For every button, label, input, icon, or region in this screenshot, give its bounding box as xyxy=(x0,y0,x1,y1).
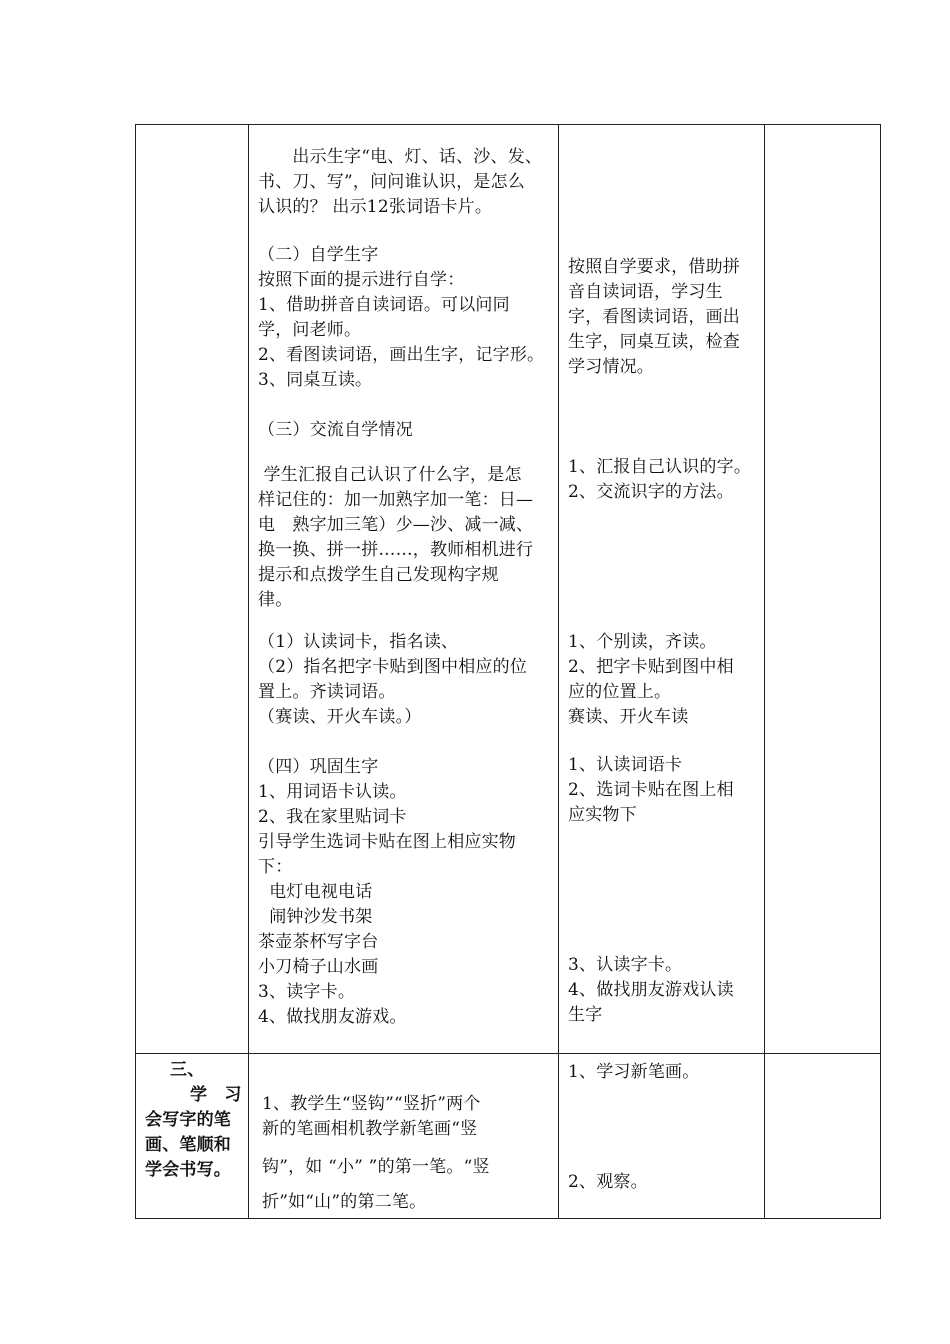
word-list-line: 闹钟沙发书架 xyxy=(258,907,373,927)
row-divider xyxy=(135,1053,881,1054)
title-line: 画、笔顺和 xyxy=(145,1135,231,1155)
text-line: 1、个别读，齐读。 xyxy=(568,632,717,652)
text-line: 律。 xyxy=(258,590,293,610)
text-line: 音自读词语，学习生 xyxy=(568,282,723,302)
section-heading: （三）交流自学情况 xyxy=(258,420,413,440)
text-line: 3、读字卡。 xyxy=(258,982,356,1002)
title-line: 学 习 xyxy=(190,1085,242,1105)
text-line: 应的位置上。 xyxy=(568,682,672,702)
table-right-border xyxy=(880,124,881,1219)
text-line: 钩”，如 “小” ”的第一笔。“竖 xyxy=(262,1157,490,1177)
text-line: 书、刀、写”，问问谁认识，是怎么 xyxy=(258,172,525,192)
text-line: 生字 xyxy=(568,1005,603,1025)
table-left-border xyxy=(135,124,136,1219)
text-line: 1、借助拼音自读词语。可以问同 xyxy=(258,295,510,315)
column-divider-2 xyxy=(558,124,559,1219)
text-line: 提示和点拨学生自己发现构字规 xyxy=(258,565,499,585)
title-line: 学会书写。 xyxy=(145,1160,231,1180)
text-line: 学生汇报自己认识了什么字，是怎 xyxy=(258,465,522,485)
text-line: 折”如“山”的第二笔。 xyxy=(262,1192,427,1212)
text-line: 生字，同桌互读，检查 xyxy=(568,332,740,352)
section-heading: （二）自学生字 xyxy=(258,245,379,265)
text-line: 2、把字卡贴到图中相 xyxy=(568,657,734,677)
text-line: 4、做找朋友游戏认读 xyxy=(568,980,734,1000)
text-line: 赛读、开火车读 xyxy=(568,707,689,727)
section-heading: （四）巩固生字 xyxy=(258,757,379,777)
word-list-line: 茶壶茶杯写字台 xyxy=(258,932,379,952)
text-line: 1、教学生“竖钩”“竖折”两个 xyxy=(262,1094,481,1114)
column-divider-3 xyxy=(764,124,765,1219)
text-line: 1、用词语卡认读。 xyxy=(258,782,407,802)
text-line: 学习情况。 xyxy=(568,357,654,377)
text-line: 1、汇报自己认识的字。 xyxy=(568,457,752,477)
text-line: 2、选词卡贴在图上相 xyxy=(568,780,734,800)
table-bottom-border xyxy=(135,1218,881,1219)
table-top-border xyxy=(135,124,881,125)
title-line: 会写字的笔 xyxy=(145,1110,231,1130)
text-line: 样记住的：加一加熟字加一笔：日— xyxy=(258,490,534,510)
text-line: 电 熟字加三笔）少—沙、减一减、 xyxy=(258,515,534,535)
text-line: 认识的？ 出示12张词语卡片。 xyxy=(258,197,493,217)
text-line: 学，问老师。 xyxy=(258,320,362,340)
column-divider-1 xyxy=(248,124,249,1219)
text-line: （赛读、开火车读。） xyxy=(258,707,422,727)
text-line: 下： xyxy=(258,857,293,877)
text-line: 新的笔画相机教学新笔画“竖 xyxy=(262,1119,478,1139)
text-line: （1）认读词卡，指名读、 xyxy=(258,632,459,652)
text-line: 3、同桌互读。 xyxy=(258,370,373,390)
text-line: 置上。齐读词语。 xyxy=(258,682,396,702)
text-line: 1、学习新笔画。 xyxy=(568,1062,700,1082)
section-number: 三、 xyxy=(170,1060,205,1080)
text-line: 4、做找朋友游戏。 xyxy=(258,1007,407,1027)
text-line: 应实物下 xyxy=(568,805,637,825)
text-line: 按照自学要求，借助拼 xyxy=(568,257,740,277)
word-list-line: 小刀椅子山水画 xyxy=(258,957,379,977)
text-line: 引导学生选词卡贴在图上相应实物 xyxy=(258,832,516,852)
text-line: 2、看图读词语，画出生字，记字形。 xyxy=(258,345,545,365)
word-list-line: 电灯电视电话 xyxy=(258,882,373,902)
text-line: 字，看图读词语，画出 xyxy=(568,307,740,327)
text-line: 3、认读字卡。 xyxy=(568,955,683,975)
text-line: 换一换、拼一拼……，教师相机进行 xyxy=(258,540,534,560)
text-line: 按照下面的提示进行自学： xyxy=(258,270,465,290)
text-line: 出示生字“电、灯、话、沙、发、 xyxy=(258,147,543,167)
text-line: （2）指名把字卡贴到图中相应的位 xyxy=(258,657,528,677)
text-line: 2、观察。 xyxy=(568,1172,648,1192)
text-line: 2、交流识字的方法。 xyxy=(568,482,734,502)
text-line: 2、我在家里贴词卡 xyxy=(258,807,407,827)
text-line: 1、认读词语卡 xyxy=(568,755,683,775)
